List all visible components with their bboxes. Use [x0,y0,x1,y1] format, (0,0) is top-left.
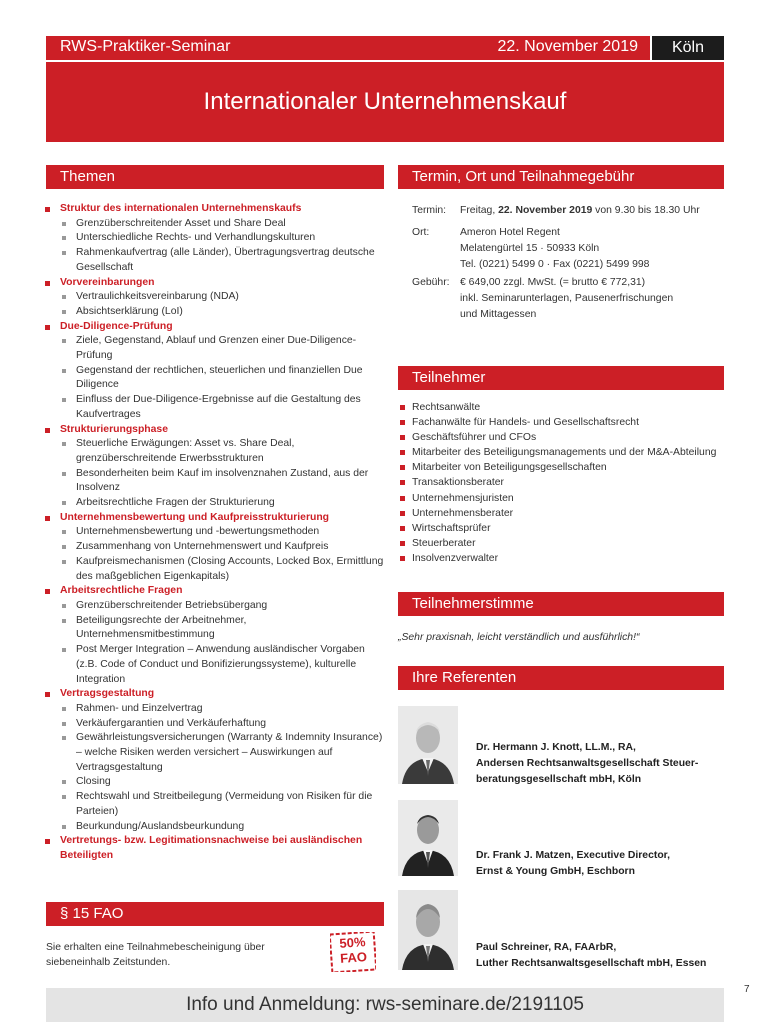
speaker-photo [398,706,458,784]
theme-item: Rahmen- und Einzelvertrag [44,702,384,717]
fee-label: Gebühr: [412,277,450,288]
theme-item: Gewährleistungsversicherungen (Warranty & Indemnity Insurance) – welche Risiken werden versichert – Auswirkungen auf Vertragsgestaltung [44,731,384,775]
termin-label: Termin: [412,205,447,216]
theme-item: Gegenstand der rechtlichen, steuerlichen und finanziellen Due Diligence [44,364,384,393]
participant-item: Wirtschaftsprüfer [398,521,738,536]
participant-item: Geschäftsführer und CFOs [398,430,738,445]
theme-item: Kaufpreismechanismen (Closing Accounts, Locked Box, Ermittlung des maßgeblichen Eigenkapitals) [44,555,384,584]
participant-item: Unternehmensjuristen [398,491,738,506]
testimonial-heading: Teilnehmerstimme [398,592,724,616]
seminar-bar [46,36,650,60]
ort-label: Ort: [412,227,430,238]
theme-group: Arbeitsrechtliche Fragen [44,584,384,599]
theme-group: Strukturierungsphase [44,423,384,438]
participant-item: Rechtsanwälte [398,400,738,415]
ort-value: Ameron Hotel Regent Melatengürtel 15 · 50933 Köln Tel. (0221) 5499 0 · Fax (0221) 5499 998 [460,227,650,270]
participant-item: Steuerberater [398,536,738,551]
participant-item: Insolvenzverwalter [398,551,738,566]
theme-item: Steuerliche Erwägungen: Asset vs. Share Deal, grenzüberschreitende Erwerbsstrukturen [44,437,384,466]
page-title: Internationaler Unternehmenskauf [46,62,724,142]
themes-list [44,202,384,864]
speaker-1: Dr. Hermann J. Knott, LL.M., RA, Andersen Rechtsanwaltsgesellschaft Steuer- beratungsgesellschaft mbH, Köln [476,742,699,785]
theme-item: Rahmenkaufvertrag (alle Länder), Übertragungsvertrag deutsche Gesellschaft [44,246,384,275]
seminar-series: RWS-Praktiker-Seminar [60,38,231,55]
participant-item: Fachanwälte für Handels- und Gesellschaftsrecht [398,415,738,430]
theme-group: Due-Diligence-Prüfung [44,320,384,335]
theme-item: Grenzüberschreitender Betriebsübergang [44,599,384,614]
fao-text: Sie erhalten eine Teilnahmebescheinigung über siebeneinhalb Zeitstunden. [46,942,265,968]
theme-item: Besonderheiten beim Kauf im insolvenznahen Zustand, aus der Insolvenz [44,467,384,496]
theme-item: Beurkundung/Auslandsbeurkundung [44,820,384,835]
participant-item: Mitarbeiter des Beteiligungsmanagements und der M&A-Abteilung [398,445,738,460]
theme-item: Zusammenhang von Unternehmenswert und Kaufpreis [44,540,384,555]
theme-item: Post Merger Integration – Anwendung ausländischer Vorgaben (z.B. Code of Conduct und Bonifizierungssysteme), kulturelle Integration [44,643,384,687]
speaker-photo [398,800,458,876]
theme-group: Vertretungs- bzw. Legitimationsnachweise bei ausländischen Beteiligten [44,834,384,863]
theme-group: Unternehmensbewertung und Kaufpreisstrukturierung [44,511,384,526]
event-info [412,203,732,323]
speaker-2: Dr. Frank J. Matzen, Executive Director, Ernst & Young GmbH, Eschborn [476,850,671,877]
speaker-photo [398,890,458,970]
theme-item: Unternehmensbewertung und -bewertungsmethoden [44,525,384,540]
fee-value: € 649,00 zzgl. MwSt. (= brutto € 772,31) inkl. Seminarunterlagen, Pausenerfrischungen und Mittagessen [460,277,674,320]
stamp-percent: 50% [338,934,366,951]
theme-item: Grenzüberschreitender Asset und Share Deal [44,217,384,232]
theme-item: Beteiligungsrechte der Arbeitnehmer, Unternehmensmitbestimmung [44,614,384,643]
theme-group: Vertragsgestaltung [44,687,384,702]
theme-group: Struktur des internationalen Unternehmenskaufs [44,202,384,217]
participant-item: Transaktionsberater [398,475,738,490]
page-number: 7 [744,984,750,995]
participants-heading: Teilnehmer [398,366,724,390]
participant-item: Unternehmensberater [398,506,738,521]
stamp-label: FAO [339,949,368,966]
theme-item: Einfluss der Due-Diligence-Ergebnisse auf die Gestaltung des Kaufvertrages [44,393,384,422]
fao-heading: § 15 FAO [46,902,384,926]
fao-stamp [330,932,376,972]
participants-list [398,400,738,566]
participant-item: Mitarbeiter von Beteiligungsgesellschaften [398,460,738,475]
theme-item: Absichtserklärung (LoI) [44,305,384,320]
theme-group: Vorvereinbarungen [44,276,384,291]
seminar-city: Köln [652,36,724,60]
speaker-3: Paul Schreiner, RA, FAArbR, Luther Rechtsanwaltsgesellschaft mbH, Essen [476,942,707,969]
speakers-heading: Ihre Referenten [398,666,724,690]
theme-item: Rechtswahl und Streitbeilegung (Vermeidung von Risiken für die Parteien) [44,790,384,819]
event-heading: Termin, Ort und Teilnahmegebühr [398,165,724,189]
testimonial-quote: „Sehr praxisnah, leicht verständlich und ausführlich!“ [398,632,640,643]
themes-heading: Themen [46,165,384,189]
theme-item: Vertraulichkeitsvereinbarung (NDA) [44,290,384,305]
theme-item: Verkäufergarantien und Verkäuferhaftung [44,717,384,732]
footer-link[interactable]: Info und Anmeldung: rws-seminare.de/2191105 [46,988,724,1022]
theme-item: Ziele, Gegenstand, Ablauf und Grenzen einer Due-Diligence-Prüfung [44,334,384,363]
theme-item: Arbeitsrechtliche Fragen der Strukturierung [44,496,384,511]
termin-value: Freitag, 22. November 2019 von 9.30 bis 18.30 Uhr [460,205,700,216]
theme-item: Unterschiedliche Rechts- und Verhandlungskulturen [44,231,384,246]
seminar-date: 22. November 2019 [497,38,638,55]
theme-item: Closing [44,775,384,790]
